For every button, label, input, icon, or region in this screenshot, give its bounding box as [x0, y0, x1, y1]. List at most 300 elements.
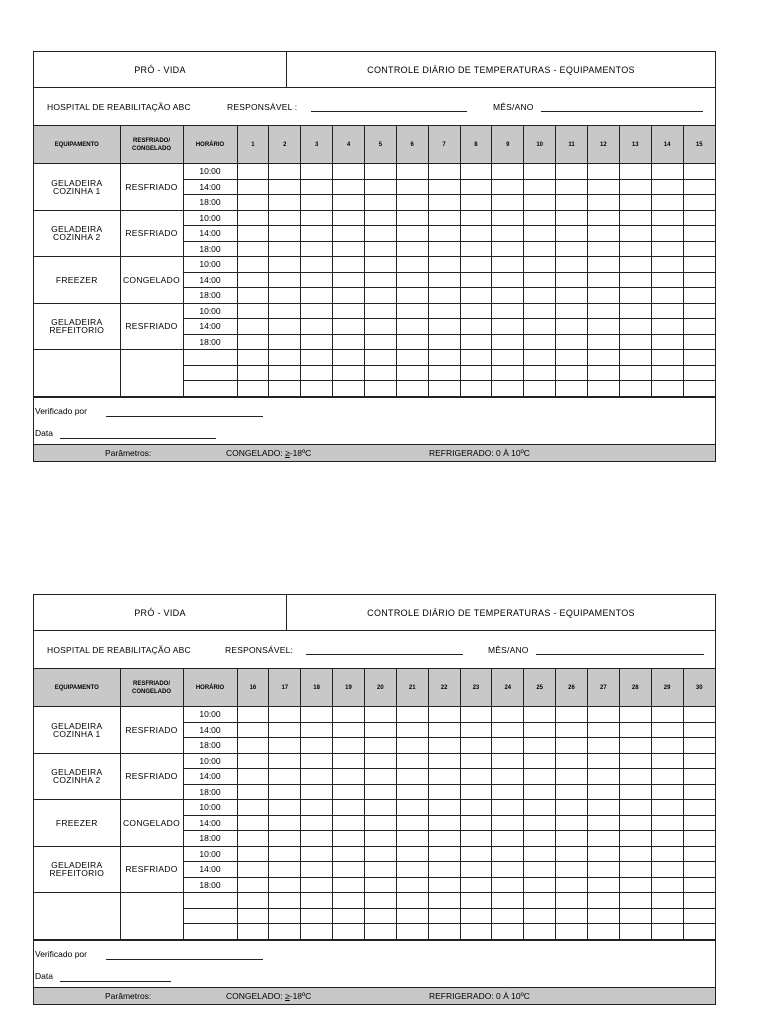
- temperature-cell[interactable]: [524, 738, 556, 754]
- temperature-cell[interactable]: [492, 784, 524, 800]
- temperature-cell[interactable]: [396, 707, 428, 723]
- temperature-cell[interactable]: [301, 707, 333, 723]
- temperature-cell[interactable]: [301, 893, 333, 909]
- temperature-cell[interactable]: [269, 722, 301, 738]
- temperature-cell[interactable]: [556, 862, 588, 878]
- temperature-cell[interactable]: [683, 365, 715, 381]
- temperature-cell[interactable]: [492, 195, 524, 211]
- temperature-cell[interactable]: [237, 210, 269, 226]
- temperature-cell[interactable]: [301, 164, 333, 180]
- temperature-cell[interactable]: [619, 815, 651, 831]
- temperature-cell[interactable]: [396, 381, 428, 397]
- temperature-cell[interactable]: [524, 815, 556, 831]
- temperature-cell[interactable]: [587, 241, 619, 257]
- temperature-cell[interactable]: [651, 924, 683, 940]
- temperature-cell[interactable]: [619, 319, 651, 335]
- temperature-cell[interactable]: [619, 769, 651, 785]
- temperature-cell[interactable]: [619, 862, 651, 878]
- temperature-cell[interactable]: [556, 303, 588, 319]
- temperature-cell[interactable]: [269, 800, 301, 816]
- temperature-cell[interactable]: [587, 381, 619, 397]
- temperature-cell[interactable]: [301, 303, 333, 319]
- temperature-cell[interactable]: [460, 784, 492, 800]
- temperature-cell[interactable]: [396, 319, 428, 335]
- temperature-cell[interactable]: [683, 753, 715, 769]
- temperature-cell[interactable]: [651, 241, 683, 257]
- temperature-cell[interactable]: [492, 815, 524, 831]
- temperature-cell[interactable]: [619, 846, 651, 862]
- temperature-cell[interactable]: [396, 769, 428, 785]
- temperature-cell[interactable]: [460, 707, 492, 723]
- temperature-cell[interactable]: [333, 815, 365, 831]
- temperature-cell[interactable]: [524, 272, 556, 288]
- temperature-cell[interactable]: [587, 210, 619, 226]
- temperature-cell[interactable]: [587, 784, 619, 800]
- temperature-cell[interactable]: [683, 241, 715, 257]
- temperature-cell[interactable]: [269, 924, 301, 940]
- temperature-cell[interactable]: [396, 924, 428, 940]
- temperature-cell[interactable]: [269, 365, 301, 381]
- temperature-cell[interactable]: [396, 226, 428, 242]
- temperature-cell[interactable]: [524, 365, 556, 381]
- temperature-cell[interactable]: [556, 319, 588, 335]
- temperature-cell[interactable]: [428, 241, 460, 257]
- temperature-cell[interactable]: [396, 722, 428, 738]
- temperature-cell[interactable]: [556, 753, 588, 769]
- temperature-cell[interactable]: [651, 334, 683, 350]
- temperature-cell[interactable]: [396, 179, 428, 195]
- temperature-cell[interactable]: [301, 862, 333, 878]
- temperature-cell[interactable]: [556, 257, 588, 273]
- temperature-cell[interactable]: [301, 800, 333, 816]
- temperature-cell[interactable]: [396, 164, 428, 180]
- temperature-cell[interactable]: [524, 303, 556, 319]
- temperature-cell[interactable]: [651, 862, 683, 878]
- temperature-cell[interactable]: [301, 831, 333, 847]
- temperature-cell[interactable]: [651, 365, 683, 381]
- temperature-cell[interactable]: [460, 303, 492, 319]
- temperature-cell[interactable]: [683, 334, 715, 350]
- temperature-cell[interactable]: [237, 319, 269, 335]
- temperature-cell[interactable]: [396, 753, 428, 769]
- temperature-cell[interactable]: [619, 210, 651, 226]
- temperature-cell[interactable]: [396, 831, 428, 847]
- temperature-cell[interactable]: [396, 846, 428, 862]
- temperature-cell[interactable]: [269, 226, 301, 242]
- temperature-cell[interactable]: [333, 164, 365, 180]
- temperature-cell[interactable]: [492, 210, 524, 226]
- temperature-cell[interactable]: [556, 815, 588, 831]
- temperature-cell[interactable]: [237, 257, 269, 273]
- temperature-cell[interactable]: [364, 893, 396, 909]
- temperature-cell[interactable]: [524, 769, 556, 785]
- temperature-cell[interactable]: [524, 288, 556, 304]
- temperature-cell[interactable]: [237, 334, 269, 350]
- temperature-cell[interactable]: [364, 210, 396, 226]
- temperature-cell[interactable]: [683, 784, 715, 800]
- temperature-cell[interactable]: [651, 815, 683, 831]
- temperature-cell[interactable]: [428, 365, 460, 381]
- temperature-cell[interactable]: [269, 319, 301, 335]
- temperature-cell[interactable]: [587, 908, 619, 924]
- temperature-cell[interactable]: [587, 815, 619, 831]
- temperature-cell[interactable]: [237, 722, 269, 738]
- temperature-cell[interactable]: [460, 893, 492, 909]
- temperature-cell[interactable]: [683, 800, 715, 816]
- temperature-cell[interactable]: [556, 784, 588, 800]
- temperature-cell[interactable]: [524, 800, 556, 816]
- temperature-cell[interactable]: [364, 226, 396, 242]
- temperature-cell[interactable]: [301, 334, 333, 350]
- temperature-cell[interactable]: [396, 365, 428, 381]
- temperature-cell[interactable]: [269, 241, 301, 257]
- temperature-cell[interactable]: [237, 381, 269, 397]
- responsavel-field[interactable]: [311, 111, 467, 112]
- temperature-cell[interactable]: [364, 381, 396, 397]
- temperature-cell[interactable]: [460, 179, 492, 195]
- temperature-cell[interactable]: [587, 800, 619, 816]
- temperature-cell[interactable]: [333, 769, 365, 785]
- temperature-cell[interactable]: [492, 288, 524, 304]
- temperature-cell[interactable]: [428, 831, 460, 847]
- temperature-cell[interactable]: [460, 753, 492, 769]
- temperature-cell[interactable]: [683, 195, 715, 211]
- temperature-cell[interactable]: [396, 288, 428, 304]
- temperature-cell[interactable]: [237, 753, 269, 769]
- temperature-cell[interactable]: [619, 722, 651, 738]
- temperature-cell[interactable]: [651, 831, 683, 847]
- temperature-cell[interactable]: [333, 893, 365, 909]
- temperature-cell[interactable]: [428, 334, 460, 350]
- temperature-cell[interactable]: [524, 241, 556, 257]
- temperature-cell[interactable]: [428, 303, 460, 319]
- temperature-cell[interactable]: [428, 862, 460, 878]
- temperature-cell[interactable]: [428, 195, 460, 211]
- temperature-cell[interactable]: [396, 241, 428, 257]
- verificado-field[interactable]: [106, 959, 263, 960]
- temperature-cell[interactable]: [428, 288, 460, 304]
- temperature-cell[interactable]: [492, 303, 524, 319]
- temperature-cell[interactable]: [524, 846, 556, 862]
- temperature-cell[interactable]: [683, 908, 715, 924]
- temperature-cell[interactable]: [556, 288, 588, 304]
- temperature-cell[interactable]: [587, 226, 619, 242]
- temperature-cell[interactable]: [524, 831, 556, 847]
- temperature-cell[interactable]: [428, 753, 460, 769]
- temperature-cell[interactable]: [683, 862, 715, 878]
- temperature-cell[interactable]: [651, 893, 683, 909]
- temperature-cell[interactable]: [301, 722, 333, 738]
- temperature-cell[interactable]: [460, 288, 492, 304]
- temperature-cell[interactable]: [364, 784, 396, 800]
- temperature-cell[interactable]: [301, 210, 333, 226]
- temperature-cell[interactable]: [587, 272, 619, 288]
- temperature-cell[interactable]: [492, 831, 524, 847]
- temperature-cell[interactable]: [333, 210, 365, 226]
- temperature-cell[interactable]: [364, 303, 396, 319]
- temperature-cell[interactable]: [587, 846, 619, 862]
- temperature-cell[interactable]: [619, 179, 651, 195]
- temperature-cell[interactable]: [301, 350, 333, 366]
- temperature-cell[interactable]: [619, 164, 651, 180]
- temperature-cell[interactable]: [301, 226, 333, 242]
- temperature-cell[interactable]: [651, 257, 683, 273]
- temperature-cell[interactable]: [524, 784, 556, 800]
- temperature-cell[interactable]: [651, 738, 683, 754]
- temperature-cell[interactable]: [556, 365, 588, 381]
- data-field[interactable]: [60, 981, 171, 982]
- temperature-cell[interactable]: [524, 350, 556, 366]
- temperature-cell[interactable]: [364, 241, 396, 257]
- temperature-cell[interactable]: [428, 877, 460, 893]
- temperature-cell[interactable]: [556, 924, 588, 940]
- temperature-cell[interactable]: [301, 784, 333, 800]
- temperature-cell[interactable]: [492, 753, 524, 769]
- temperature-cell[interactable]: [269, 257, 301, 273]
- temperature-cell[interactable]: [333, 908, 365, 924]
- temperature-cell[interactable]: [651, 164, 683, 180]
- temperature-cell[interactable]: [460, 365, 492, 381]
- temperature-cell[interactable]: [364, 722, 396, 738]
- temperature-cell[interactable]: [651, 707, 683, 723]
- temperature-cell[interactable]: [364, 877, 396, 893]
- temperature-cell[interactable]: [651, 210, 683, 226]
- temperature-cell[interactable]: [333, 381, 365, 397]
- temperature-cell[interactable]: [237, 908, 269, 924]
- temperature-cell[interactable]: [524, 179, 556, 195]
- temperature-cell[interactable]: [619, 365, 651, 381]
- temperature-cell[interactable]: [237, 707, 269, 723]
- temperature-cell[interactable]: [396, 784, 428, 800]
- temperature-cell[interactable]: [301, 738, 333, 754]
- mes-ano-field[interactable]: [541, 111, 703, 112]
- temperature-cell[interactable]: [396, 334, 428, 350]
- temperature-cell[interactable]: [556, 195, 588, 211]
- temperature-cell[interactable]: [492, 877, 524, 893]
- temperature-cell[interactable]: [364, 164, 396, 180]
- temperature-cell[interactable]: [683, 831, 715, 847]
- temperature-cell[interactable]: [492, 908, 524, 924]
- temperature-cell[interactable]: [524, 924, 556, 940]
- temperature-cell[interactable]: [619, 334, 651, 350]
- temperature-cell[interactable]: [587, 924, 619, 940]
- temperature-cell[interactable]: [619, 350, 651, 366]
- temperature-cell[interactable]: [364, 365, 396, 381]
- temperature-cell[interactable]: [556, 179, 588, 195]
- temperature-cell[interactable]: [683, 381, 715, 397]
- temperature-cell[interactable]: [428, 815, 460, 831]
- temperature-cell[interactable]: [301, 924, 333, 940]
- temperature-cell[interactable]: [619, 908, 651, 924]
- temperature-cell[interactable]: [587, 288, 619, 304]
- temperature-cell[interactable]: [460, 846, 492, 862]
- temperature-cell[interactable]: [269, 350, 301, 366]
- temperature-cell[interactable]: [619, 784, 651, 800]
- temperature-cell[interactable]: [492, 846, 524, 862]
- temperature-cell[interactable]: [460, 722, 492, 738]
- temperature-cell[interactable]: [396, 738, 428, 754]
- temperature-cell[interactable]: [651, 784, 683, 800]
- temperature-cell[interactable]: [587, 350, 619, 366]
- temperature-cell[interactable]: [364, 800, 396, 816]
- temperature-cell[interactable]: [587, 195, 619, 211]
- temperature-cell[interactable]: [428, 272, 460, 288]
- temperature-cell[interactable]: [460, 226, 492, 242]
- temperature-cell[interactable]: [619, 288, 651, 304]
- temperature-cell[interactable]: [619, 272, 651, 288]
- temperature-cell[interactable]: [651, 195, 683, 211]
- temperature-cell[interactable]: [269, 164, 301, 180]
- temperature-cell[interactable]: [428, 893, 460, 909]
- temperature-cell[interactable]: [683, 257, 715, 273]
- temperature-cell[interactable]: [587, 164, 619, 180]
- temperature-cell[interactable]: [364, 769, 396, 785]
- temperature-cell[interactable]: [556, 877, 588, 893]
- temperature-cell[interactable]: [237, 241, 269, 257]
- temperature-cell[interactable]: [269, 753, 301, 769]
- temperature-cell[interactable]: [651, 350, 683, 366]
- temperature-cell[interactable]: [460, 319, 492, 335]
- temperature-cell[interactable]: [556, 707, 588, 723]
- temperature-cell[interactable]: [683, 288, 715, 304]
- temperature-cell[interactable]: [364, 815, 396, 831]
- temperature-cell[interactable]: [683, 707, 715, 723]
- temperature-cell[interactable]: [587, 738, 619, 754]
- temperature-cell[interactable]: [269, 769, 301, 785]
- temperature-cell[interactable]: [428, 784, 460, 800]
- temperature-cell[interactable]: [237, 350, 269, 366]
- temperature-cell[interactable]: [301, 272, 333, 288]
- temperature-cell[interactable]: [460, 272, 492, 288]
- temperature-cell[interactable]: [428, 924, 460, 940]
- temperature-cell[interactable]: [492, 319, 524, 335]
- temperature-cell[interactable]: [683, 893, 715, 909]
- temperature-cell[interactable]: [460, 924, 492, 940]
- temperature-cell[interactable]: [301, 241, 333, 257]
- temperature-cell[interactable]: [428, 210, 460, 226]
- temperature-cell[interactable]: [460, 769, 492, 785]
- temperature-cell[interactable]: [619, 226, 651, 242]
- temperature-cell[interactable]: [333, 179, 365, 195]
- temperature-cell[interactable]: [492, 707, 524, 723]
- temperature-cell[interactable]: [333, 707, 365, 723]
- temperature-cell[interactable]: [333, 350, 365, 366]
- temperature-cell[interactable]: [492, 769, 524, 785]
- temperature-cell[interactable]: [269, 738, 301, 754]
- temperature-cell[interactable]: [333, 877, 365, 893]
- temperature-cell[interactable]: [333, 319, 365, 335]
- temperature-cell[interactable]: [301, 319, 333, 335]
- temperature-cell[interactable]: [524, 210, 556, 226]
- temperature-cell[interactable]: [619, 738, 651, 754]
- temperature-cell[interactable]: [524, 877, 556, 893]
- temperature-cell[interactable]: [683, 722, 715, 738]
- responsavel-field[interactable]: [306, 654, 463, 655]
- temperature-cell[interactable]: [428, 226, 460, 242]
- temperature-cell[interactable]: [492, 226, 524, 242]
- temperature-cell[interactable]: [524, 908, 556, 924]
- temperature-cell[interactable]: [333, 272, 365, 288]
- temperature-cell[interactable]: [301, 365, 333, 381]
- temperature-cell[interactable]: [556, 334, 588, 350]
- temperature-cell[interactable]: [460, 195, 492, 211]
- temperature-cell[interactable]: [492, 350, 524, 366]
- temperature-cell[interactable]: [333, 784, 365, 800]
- temperature-cell[interactable]: [269, 334, 301, 350]
- temperature-cell[interactable]: [364, 272, 396, 288]
- temperature-cell[interactable]: [301, 179, 333, 195]
- temperature-cell[interactable]: [556, 908, 588, 924]
- temperature-cell[interactable]: [556, 800, 588, 816]
- temperature-cell[interactable]: [333, 365, 365, 381]
- temperature-cell[interactable]: [269, 784, 301, 800]
- temperature-cell[interactable]: [524, 862, 556, 878]
- temperature-cell[interactable]: [460, 738, 492, 754]
- temperature-cell[interactable]: [333, 924, 365, 940]
- temperature-cell[interactable]: [651, 846, 683, 862]
- temperature-cell[interactable]: [364, 846, 396, 862]
- temperature-cell[interactable]: [301, 195, 333, 211]
- temperature-cell[interactable]: [683, 350, 715, 366]
- temperature-cell[interactable]: [333, 846, 365, 862]
- temperature-cell[interactable]: [651, 877, 683, 893]
- temperature-cell[interactable]: [683, 846, 715, 862]
- temperature-cell[interactable]: [396, 303, 428, 319]
- temperature-cell[interactable]: [587, 722, 619, 738]
- temperature-cell[interactable]: [269, 815, 301, 831]
- temperature-cell[interactable]: [524, 707, 556, 723]
- temperature-cell[interactable]: [237, 924, 269, 940]
- temperature-cell[interactable]: [683, 272, 715, 288]
- temperature-cell[interactable]: [460, 831, 492, 847]
- temperature-cell[interactable]: [396, 272, 428, 288]
- temperature-cell[interactable]: [333, 334, 365, 350]
- temperature-cell[interactable]: [492, 800, 524, 816]
- temperature-cell[interactable]: [587, 753, 619, 769]
- temperature-cell[interactable]: [269, 210, 301, 226]
- temperature-cell[interactable]: [587, 769, 619, 785]
- temperature-cell[interactable]: [364, 862, 396, 878]
- temperature-cell[interactable]: [364, 288, 396, 304]
- temperature-cell[interactable]: [428, 381, 460, 397]
- temperature-cell[interactable]: [396, 210, 428, 226]
- temperature-cell[interactable]: [556, 210, 588, 226]
- temperature-cell[interactable]: [619, 241, 651, 257]
- temperature-cell[interactable]: [524, 164, 556, 180]
- temperature-cell[interactable]: [460, 815, 492, 831]
- temperature-cell[interactable]: [269, 846, 301, 862]
- temperature-cell[interactable]: [556, 164, 588, 180]
- temperature-cell[interactable]: [428, 738, 460, 754]
- temperature-cell[interactable]: [428, 800, 460, 816]
- temperature-cell[interactable]: [364, 738, 396, 754]
- temperature-cell[interactable]: [237, 877, 269, 893]
- temperature-cell[interactable]: [556, 350, 588, 366]
- temperature-cell[interactable]: [683, 738, 715, 754]
- temperature-cell[interactable]: [364, 831, 396, 847]
- temperature-cell[interactable]: [587, 893, 619, 909]
- temperature-cell[interactable]: [301, 877, 333, 893]
- temperature-cell[interactable]: [683, 210, 715, 226]
- temperature-cell[interactable]: [492, 257, 524, 273]
- temperature-cell[interactable]: [651, 303, 683, 319]
- temperature-cell[interactable]: [269, 877, 301, 893]
- temperature-cell[interactable]: [524, 753, 556, 769]
- temperature-cell[interactable]: [396, 815, 428, 831]
- temperature-cell[interactable]: [619, 800, 651, 816]
- temperature-cell[interactable]: [237, 738, 269, 754]
- temperature-cell[interactable]: [237, 164, 269, 180]
